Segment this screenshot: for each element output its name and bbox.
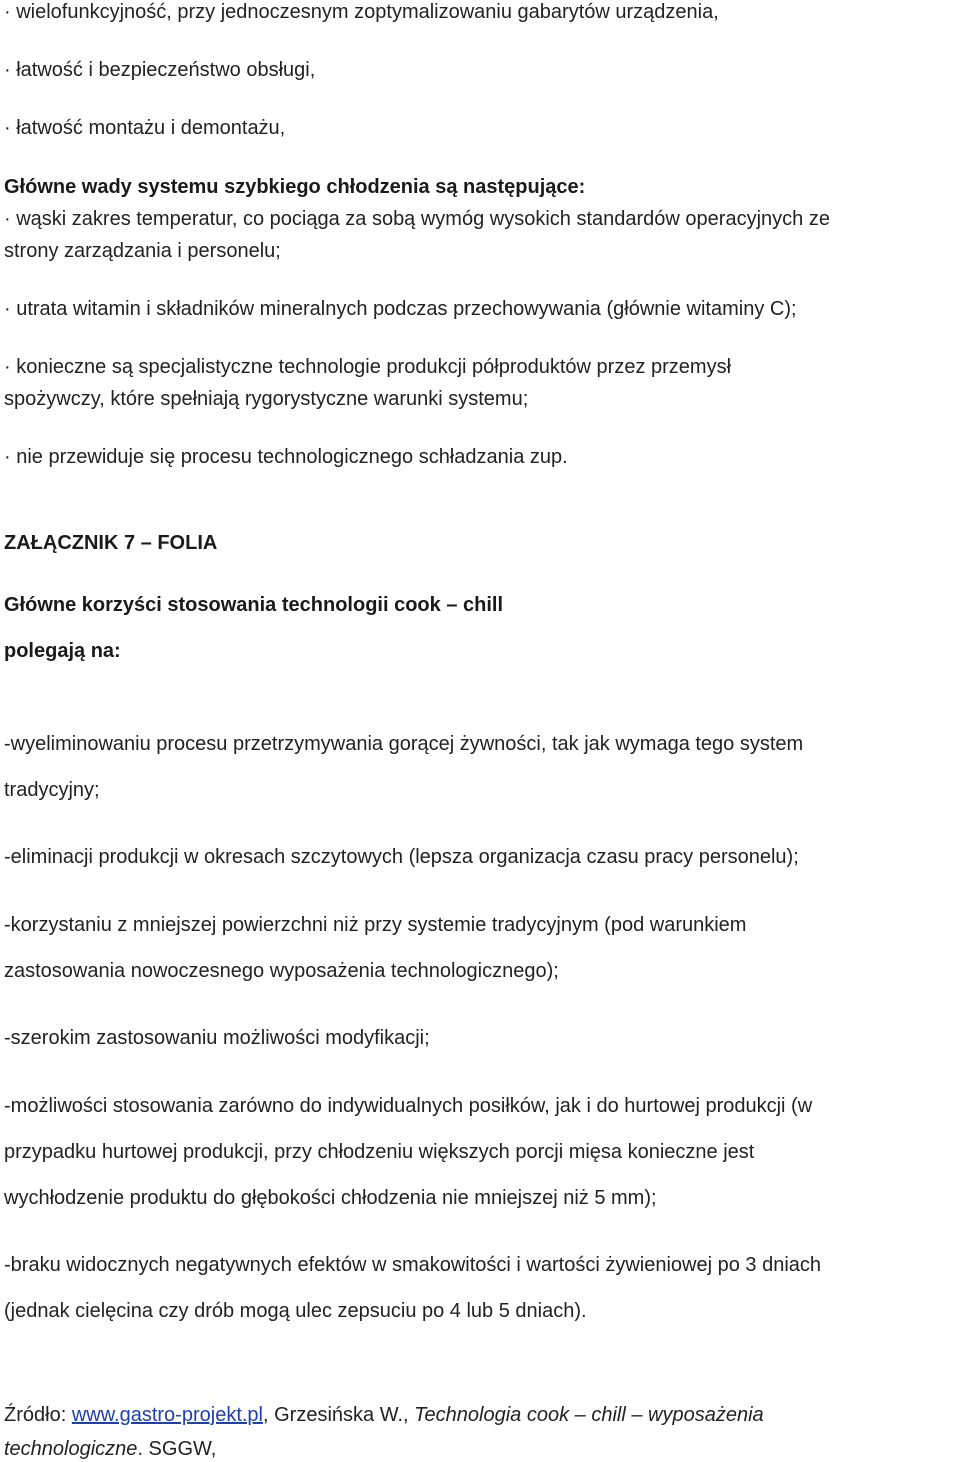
benefit-line: tradycyjny;: [4, 779, 100, 801]
benefits-heading-cont: polegają na:: [4, 640, 121, 662]
bullet-ease-of-use: · łatwość i bezpieczeństwo obsługi,: [4, 59, 316, 81]
disadvantage-line: · wąski zakres temperatur, co pociąga za sobą wymóg wysokich standardów operacyjnych ze: [4, 208, 830, 230]
benefit-line: -korzystaniu z mniejszej powierzchni niż przy systemie tradycyjnym (pod warunkiem: [4, 914, 747, 936]
benefit-line: -wyeliminowaniu procesu przetrzymywania gorącej żywności, tak jak wymaga tego system: [4, 733, 804, 755]
source-citation-cont: [4, 1437, 216, 1461]
benefit-line: -możliwości stosowania zarówno do indywidualnych posiłków, jak i do hurtowej produkcji (w: [4, 1095, 813, 1117]
benefit-line: zastosowania nowoczesnego wyposażenia technologicznego);: [4, 960, 559, 982]
source-link[interactable]: www.gastro-projekt.pl: [71, 1404, 263, 1426]
benefits-heading: Główne korzyści stosowania technologii cook – chill: [4, 594, 504, 616]
source-author: , Grzesińska W.,: [263, 1404, 415, 1426]
source-citation: [4, 1403, 764, 1427]
source-title-cont: technologiczne: [4, 1438, 138, 1460]
disadvantages-heading: Główne wady systemu szybkiego chłodzenia są następujące:: [4, 176, 586, 198]
benefit-line: wychłodzenie produktu do głębokości chłodzenia nie mniejszej niż 5 mm);: [4, 1187, 657, 1209]
benefit-line: (jednak cielęcina czy drób mogą ulec zepsuciu po 4 lub 5 dniach).: [4, 1300, 587, 1322]
source-suffix: . SGGW,: [137, 1438, 217, 1460]
disadvantage-line: · utrata witamin i składników mineralnych podczas przechowywania (głównie witaminy C);: [4, 298, 797, 320]
bullet-multifunctionality: · wielofunkcyjność, przy jednoczesnym zoptymalizowaniu gabarytów urządzenia,: [4, 1, 719, 23]
benefit-line: -szerokim zastosowaniu możliwości modyfikacji;: [4, 1027, 430, 1049]
source-title: Technologia cook – chill – wyposażenia: [414, 1404, 764, 1426]
benefit-line: -braku widocznych negatywnych efektów w smakowitości i wartości żywieniowej po 3 dniach: [4, 1254, 822, 1276]
source-prefix: Źródło:: [4, 1404, 72, 1426]
disadvantage-line: strony zarządzania i personelu;: [4, 240, 281, 262]
bullet-ease-of-assembly: · łatwość montażu i demontażu,: [4, 117, 286, 139]
disadvantage-line: · konieczne są specjalistyczne technologie produkcji półproduktów przez przemysł: [4, 356, 732, 378]
appendix-title: ZAŁĄCZNIK 7 – FOLIA: [4, 532, 218, 554]
benefit-line: przypadku hurtowej produkcji, przy chłodzeniu większych porcji mięsa konieczne jest: [4, 1141, 755, 1163]
disadvantage-line: spożywczy, które spełniają rygorystyczne warunki systemu;: [4, 388, 529, 410]
disadvantage-line: · nie przewiduje się procesu technologicznego schładzania zup.: [4, 446, 568, 468]
benefit-line: -eliminacji produkcji w okresach szczytowych (lepsza organizacja czasu pracy personelu);: [4, 846, 799, 868]
